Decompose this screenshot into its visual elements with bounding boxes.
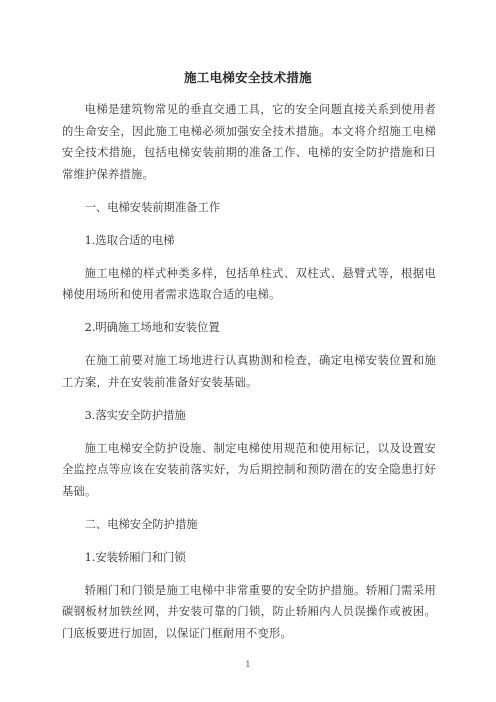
section-heading-1: 一、电梯安装前期准备工作 [84, 200, 221, 214]
document-body [62, 99, 436, 644]
item-paragraph-4: 轿厢门和门锁是施工电梯中非常重要的安全防护措施。轿厢门需采用碳钢板材加铁丝网，并安装可靠的门锁，防止轿厢内人员误操作或被困。门底板要进行加固，以保证门框耐用不变形。 [62, 583, 436, 640]
page-number: 1 [245, 660, 251, 670]
document-title: 施工电梯安全技术措施 [183, 70, 312, 85]
item-heading-3: 3.落实安全防护措施 [84, 408, 186, 422]
item-paragraph-2: 在施工前要对施工场地进行认真勘测和检查，确定电梯安装位置和施工方案，并在安装前准备好安装基础。 [62, 354, 436, 389]
item-paragraph-3: 施工电梯安全防护设施、制定电梯使用规范和使用标记，以及设置安全监控点等应该在安装前落实好，为后期控制和预防潜在的安全隐患打好基础。 [62, 441, 436, 498]
item-heading-2: 2.明确施工场地和安装位置 [84, 321, 220, 334]
item-heading-1: 1.选取合适的电梯 [84, 233, 175, 247]
item-paragraph-1: 施工电梯的样式种类多样，包括单柱式、双柱式、悬臂式等，根据电梯使用场所和使用者需求选取合适的电梯。 [62, 266, 436, 301]
section-heading-2: 二、电梯安全防护措施 [84, 517, 198, 531]
item-heading-4: 1.安装轿厢门和门锁 [84, 550, 186, 564]
intro-paragraph: 电梯是建筑物常见的垂直交通工具，它的安全问题直接关系到使用者的生命安全，因此施工电梯必须加强安全技术措施。本文将介绍施工电梯安全技术措施，包括电梯安装前期的准备工作、电梯的安全防护措施和日常维护保养措施。 [62, 103, 436, 181]
